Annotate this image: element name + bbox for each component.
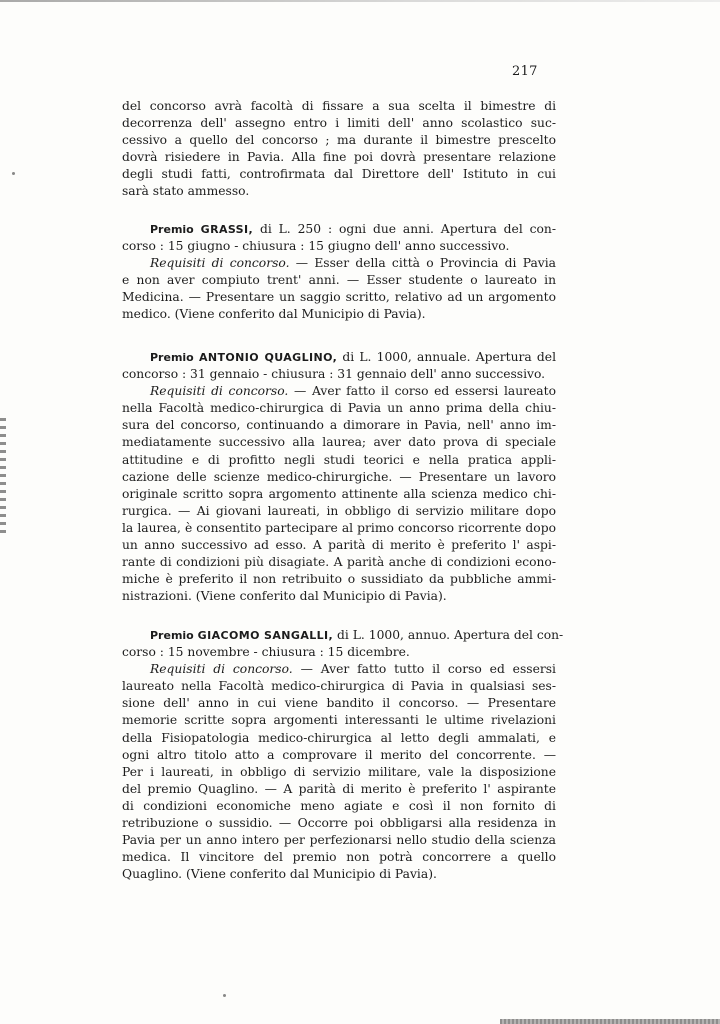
scan-speck [12,172,15,175]
scan-edge-top [0,0,720,2]
text-line: cazione delle scienze medico-chirurgiche. — Presentare un lavoro [122,469,556,484]
scan-speck [223,994,226,997]
text-line: laureato nella Facoltà medico-chirurgica di Pavia in qualsiasi ses- [122,679,556,694]
scan-edge-bottom [500,1019,720,1024]
text-line: memorie scritte sopra argomenti interessanti le ultime rivelazioni [122,713,556,728]
text-line: sarà stato ammesso. [122,184,250,199]
requisiti-line [122,383,556,400]
text-line: Per i laureati, in obbligo di servizio militare, vale la disposizione [122,764,556,779]
premio-name: GRASSI, [200,223,254,236]
text-line: concorso : 31 gennaio - chiusura : 31 gennaio dell' anno successivo. [122,367,546,382]
premio-heading-line [122,627,564,644]
requisiti-label: Requisiti di concorso. [150,256,290,271]
text-line: del concorso avrà facoltà di fissare a sua scelta il bimestre di [122,99,556,113]
text-line: mediatamente successivo alla laurea; aver dato prova di speciale [122,435,556,450]
text-line: nistrazioni. (Viene conferito dal Municipio di Pavia). [122,589,447,604]
text-line: sura del concorso, continuando a dimorare in Pavia, nell' anno im- [122,418,556,433]
text-line: corso : 15 giugno - chiusura : 15 giugno dell' anno successivo. [122,239,510,254]
binding-marks [0,418,6,538]
premio-quaglino-section [122,349,556,605]
text-line: di condizioni economiche meno agiate e così il non fornito di [122,798,556,813]
page-number: 217 [512,64,538,79]
text-line: decorrenza dell' assegno entro i limiti dell' anno scolastico suc- [122,116,556,131]
premio-label: Premio [150,223,194,236]
text-line: medica. Il vincitore del premio non potrà concorrere a quello [122,850,556,865]
text-line: Pavia per un anno intero per perfezionarsi nello studio della scienza [122,833,556,848]
requisiti-label: Requisiti di concorso. [150,384,289,399]
requisiti-text: — Esser della città o Provincia di Pavia [289,256,556,271]
premio-heading-line [122,349,556,366]
premio-terms: di L. 1000, annuale. Apertura del [337,350,556,364]
text-line: e non aver compiuto trent' anni. — Esser studente o laureato in [122,273,556,288]
text-line: dovrà risiedere in Pavia. Alla fine poi dovrà presentare relazione [122,150,556,165]
premio-label: Premio [150,629,194,642]
requisiti-text: — Aver fatto il corso ed essersi laureato [288,384,556,399]
text-line: miche è preferito il non retribuito o sussidiato da pubbliche ammi- [122,572,556,587]
text-line: rurgica. — Ai giovani laureati, in obbligo di servizio militare dopo [122,503,556,518]
premio-terms: di L. 250 : ogni due anni. Apertura del con- [253,222,556,236]
text-line: originale scritto sopra argomento attinente alla scienza medico chi- [122,486,556,501]
text-line: retribuzione o sussidio. — Occorre poi obbligarsi alla residenza in [122,816,556,831]
text-line: medico. (Viene conferito dal Municipio di Pavia). [122,307,426,322]
text-line: cessivo a quello del concorso ; ma durante il bimestre prescelto [122,133,556,148]
text-line: attitudine e di profitto negli studi teorici e nella pratica appli- [122,452,556,467]
text-line: ogni altro titolo atto a comprovare il merito del concorrente. — [122,747,556,762]
premio-heading-line [122,221,556,238]
premio-terms: di L. 1000, annuo. Apertura del con- [333,628,564,642]
text-line: corso : 15 novembre - chiusura : 15 dicembre. [122,645,410,660]
requisiti-label: Requisiti di concorso. [150,662,293,677]
requisiti-line [122,255,556,272]
text-line: nella Facoltà medico-chirurgica di Pavia un anno prima della chiu- [122,401,556,416]
premio-name: ANTONIO QUAGLINO, [198,351,338,364]
premio-label: Premio [150,351,194,364]
text-line: Medicina. — Presentare un saggio scritto, relativo ad un argomento [122,290,556,305]
text-line: rante di condizioni più disagiate. A parità anche di condizioni econo- [122,555,556,570]
text-line: la laurea, è consentito partecipare al primo concorso ricorrente dopo [122,520,556,535]
text-line: un anno successivo ad esso. A parità di merito è preferito l' aspi- [122,538,556,553]
premio-sangalli-section [122,627,564,883]
premio-grassi-section [122,221,556,324]
requisiti-text: — Aver fatto tutto il corso ed essersi [292,662,556,677]
requisiti-line [122,661,556,678]
text-line: del premio Quaglino. — A parità di merito è preferito l' aspirante [122,781,556,796]
intro-paragraph [122,98,556,201]
text-line: Quaglino. (Viene conferito dal Municipio di Pavia). [122,867,437,882]
text-line: della Fisiopatologia medico-chirurgica al letto degli ammalati, e [122,730,556,745]
text-line: sione dell' anno in cui viene bandito il concorso. — Presentare [122,696,556,711]
text-line: degli studi fatti, controfirmata dal Direttore dell' Istituto in cui [122,167,556,182]
premio-name: GIACOMO SANGALLI, [197,629,334,642]
